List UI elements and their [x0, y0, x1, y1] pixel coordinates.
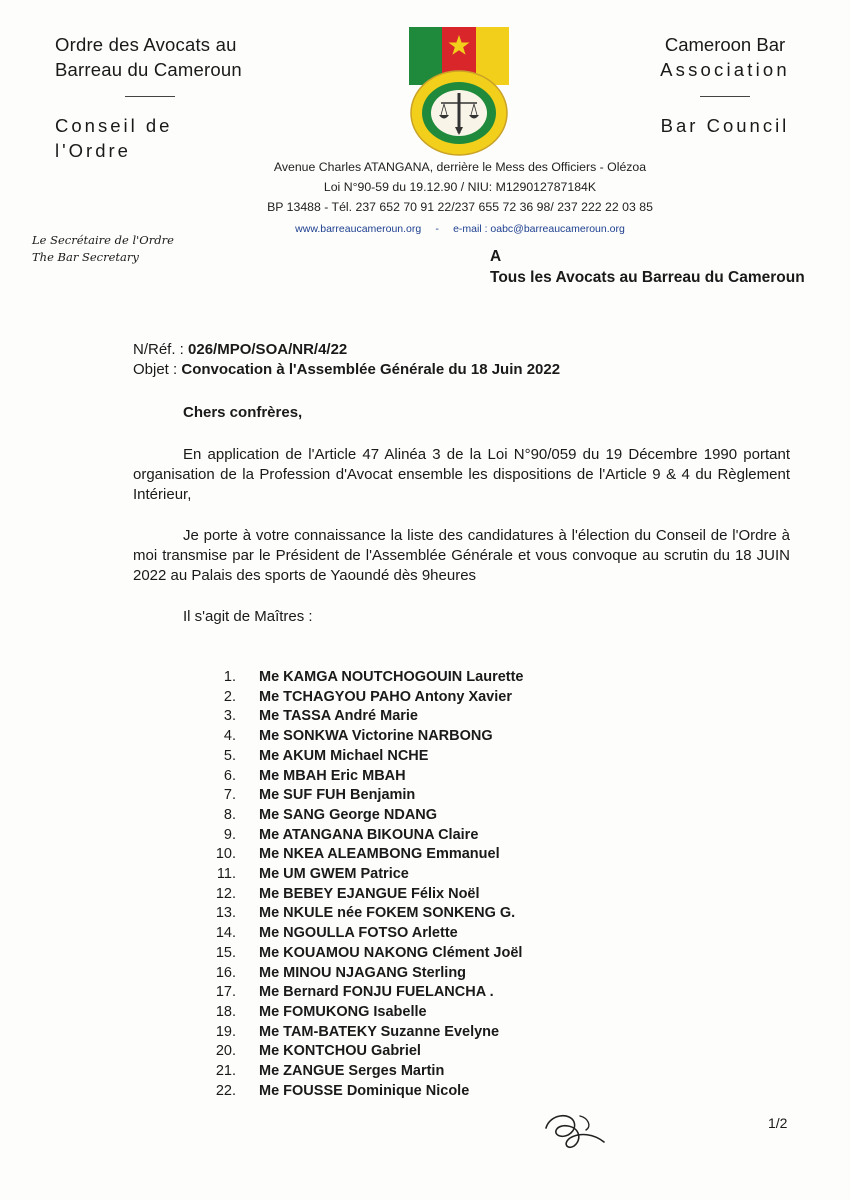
signature-initials-icon [540, 1108, 610, 1153]
header-left [55, 32, 255, 163]
object-value: Convocation à l'Assemblée Générale du 18 Juin 2022 [181, 361, 561, 378]
separator: - [435, 223, 439, 235]
secretary-title [32, 232, 174, 266]
reference-value: 026/MPO/SOA/NR/4/22 [188, 341, 348, 358]
list-item: 22. Me FOUSSE Dominique Nicole [215, 1082, 470, 1099]
header-left-line2: Barreau du Cameroun [55, 59, 242, 80]
list-item: 11. Me UM GWEM Patrice [216, 866, 409, 883]
law-reference-line: Loi N°90-59 du 19.12.90 / NIU: M129012787184K [323, 180, 597, 194]
list-item: 14. Me NGOULLA FOTSO Arlette [215, 925, 458, 942]
page-number: 1/2 [768, 1115, 788, 1131]
list-item: 21. Me ZANGUE Serges Martin [215, 1063, 445, 1080]
list-item: 16. Me MINOU NJAGANG Sterling [215, 964, 467, 981]
candidates-list [205, 668, 524, 1101]
header-right-line2: Association [660, 59, 790, 80]
divider [125, 96, 175, 97]
paragraph-legal-basis: En application de l'Article 47 Alinéa 3 de la Loi N°90/059 du 19 Décembre 1990 portant organisation de la Profession d'Avocat ensemble les dispositions de l'Article 9 & 4 du Règlement Intérieur, [133, 446, 790, 503]
list-item: 15. Me KOUAMOU NAKONG Clément Joël [215, 944, 523, 961]
list-item: 5. Me AKUM Michael NCHE [223, 747, 429, 764]
header-left-line1: Ordre des Avocats au [55, 34, 237, 55]
list-item: 19. Me TAM-BATEKY Suzanne Evelyne [215, 1023, 500, 1040]
list-item: 2. Me TCHAGYOU PAHO Antony Xavier [223, 688, 512, 705]
header-left-council: Conseil de l'Ordre [55, 115, 173, 161]
list-item: 8. Me SANG George NDANG [223, 806, 438, 823]
letter-body [133, 340, 790, 627]
list-item: 3. Me TASSA André Marie [223, 708, 418, 725]
paragraph-convocation: Je porte à votre connaissance la liste des candidatures à l'élection du Conseil de l'Ordre à moi transmise par le Président de l'Assemblée Générale et vous convoque au scrutin du 18 JUIN 2022 au Palais des sports de Yaoundé dès 9heures [133, 527, 790, 584]
list-item: 4. Me SONKWA Victorine NARBONG [223, 728, 493, 745]
address-block [210, 157, 710, 239]
recipient-block [490, 246, 805, 288]
secretary-title-en: The Bar Secretary [32, 250, 139, 264]
list-item: 10. Me NKEA ALEAMBONG Emmanuel [215, 846, 500, 863]
phone-line: BP 13488 - Tél. 237 652 70 91 22/237 655 72 36 98/ 237 222 22 03 85 [267, 200, 653, 214]
bar-association-seal-icon [405, 25, 513, 157]
header-right [640, 32, 810, 138]
header-right-council: Bar Council [660, 115, 790, 136]
list-item: 17. Me Bernard FONJU FUELANCHA . [215, 984, 494, 1001]
web-line [210, 219, 710, 239]
email-link[interactable]: e-mail : oabc@barreaucameroun.org [453, 223, 625, 235]
header-right-line1: Cameroon Bar [664, 34, 786, 55]
secretary-title-fr: Le Secrétaire de l'Ordre [32, 233, 174, 247]
list-item: 7. Me SUF FUH Benjamin [223, 787, 416, 804]
address-line: Avenue Charles ATANGANA, derrière le Mess des Officiers - Olézoa [273, 160, 647, 174]
reference-label: N/Réf. : [133, 341, 184, 358]
list-item: 20. Me KONTCHOU Gabriel [215, 1043, 421, 1060]
list-item: 9. Me ATANGANA BIKOUNA Claire [223, 826, 479, 843]
list-intro: Il s'agit de Maîtres : [183, 608, 313, 625]
divider [700, 96, 750, 97]
reference-line [133, 340, 790, 360]
website-link[interactable]: www.barreaucameroun.org [295, 223, 422, 235]
list-item: 18. Me FOMUKONG Isabelle [215, 1003, 427, 1020]
list-item: 6. Me MBAH Eric MBAH [223, 767, 406, 784]
recipient-a: A [490, 248, 502, 265]
list-item: 12. Me BEBEY EJANGUE Félix Noël [215, 885, 480, 902]
salutation: Chers confrères, [183, 404, 303, 421]
list-item: 13. Me NKULE née FOKEM SONKENG G. [215, 905, 516, 922]
object-line [133, 360, 790, 380]
object-label: Objet : [133, 361, 178, 378]
list-item: 1. Me KAMGA NOUTCHOGOUIN Laurette [223, 669, 524, 685]
recipient-to: Tous les Avocats au Barreau du Cameroun [490, 269, 805, 286]
